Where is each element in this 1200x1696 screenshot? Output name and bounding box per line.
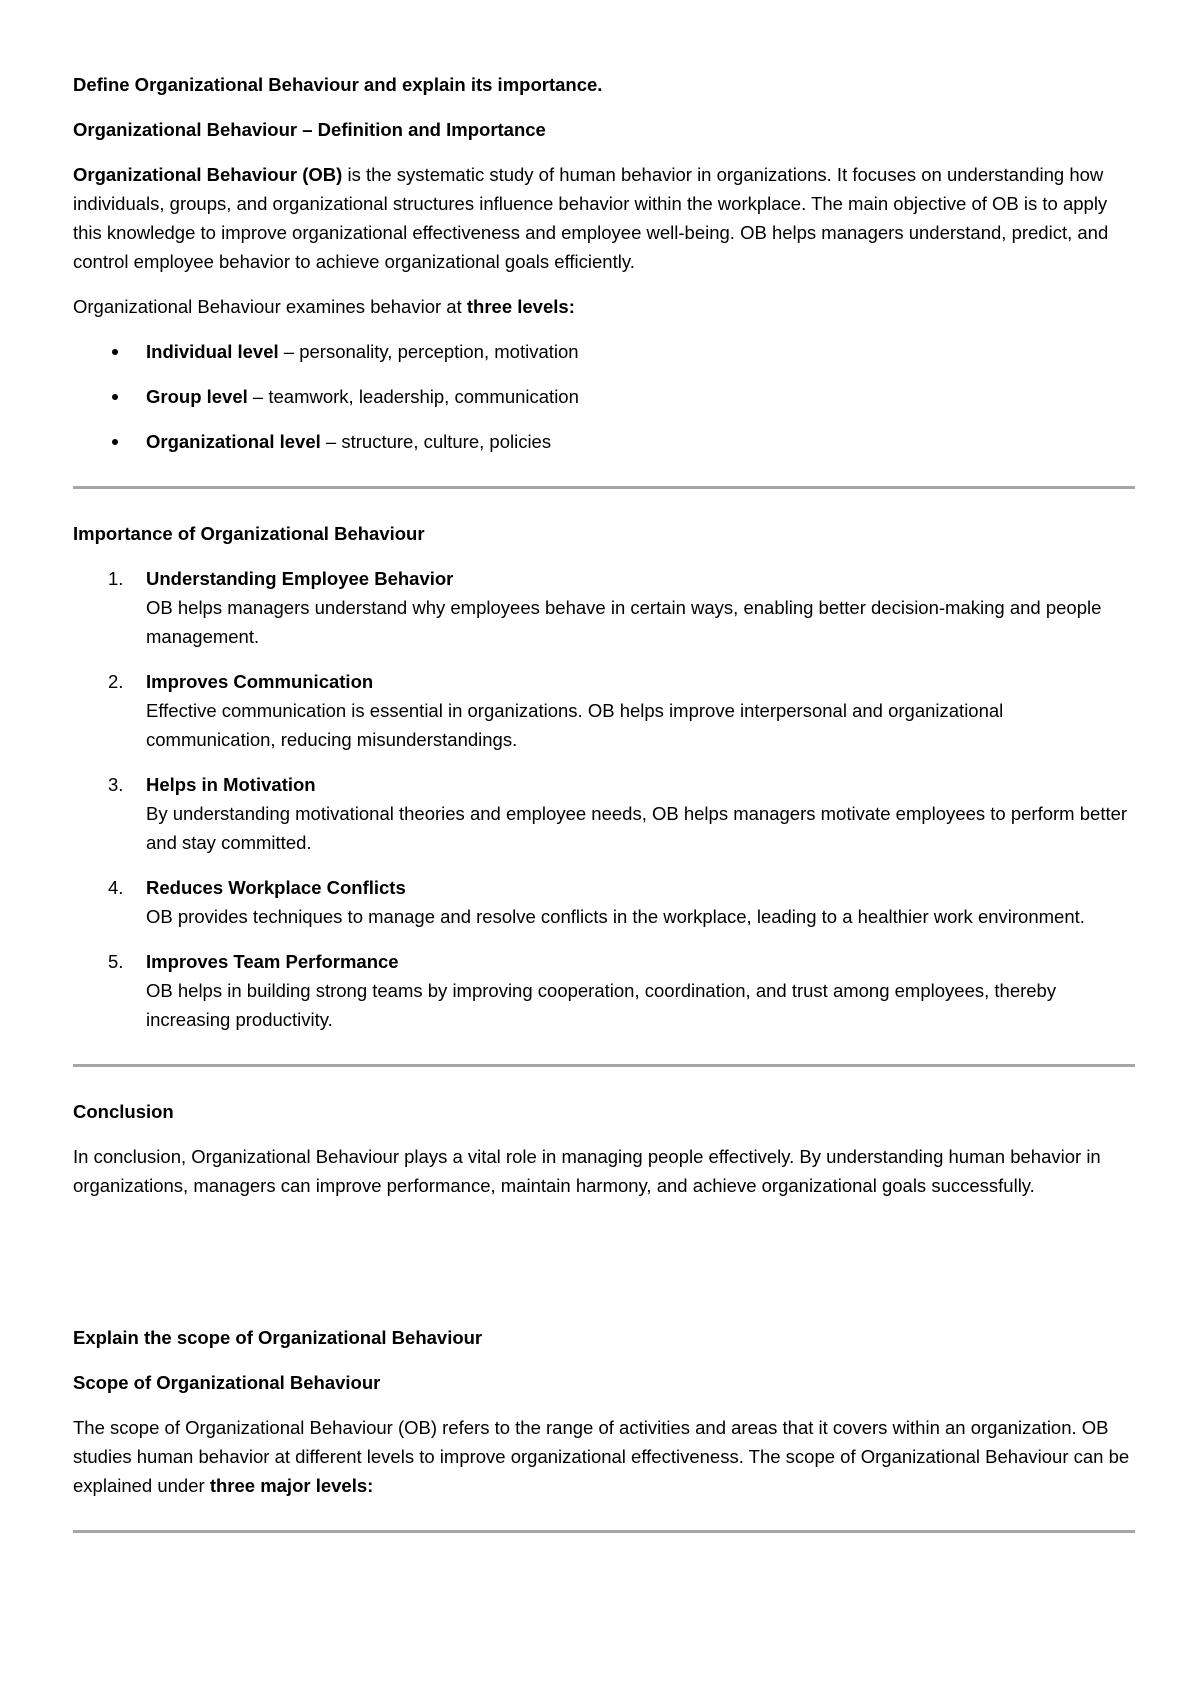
conclusion-title: Conclusion <box>73 1101 174 1122</box>
document-page <box>73 70 1135 1563</box>
section-spacer <box>73 1216 1135 1323</box>
item-text: OB helps managers understand why employees behave in certain ways, enabling better decision-making and people management. <box>146 597 1102 647</box>
importance-title: Importance of Organizational Behaviour <box>73 523 425 544</box>
bullet-icon <box>112 394 118 400</box>
list-item <box>73 947 1135 1034</box>
importance-list <box>73 564 1135 1034</box>
definition-paragraph <box>73 160 1135 276</box>
level-name: Group level <box>146 386 248 407</box>
item-title: Helps in Motivation <box>146 774 316 795</box>
item-number: 5. <box>108 951 124 972</box>
scope-paragraph <box>73 1413 1135 1500</box>
item-number: 4. <box>108 877 124 898</box>
section-title: Scope of Organizational Behaviour <box>73 1372 381 1393</box>
definition-text: is the systematic study of human behavior in organizations. It focuses on understanding how individuals, groups, and organizational structures influence behavior within the workplace. The main objective of OB is to apply this knowledge to improve organizational effectiveness and employee well-being. OB helps managers understand, predict, and control employee behavior to achieve organizational goals efficiently. <box>73 164 1109 272</box>
item-text: OB helps in building strong teams by improving cooperation, coordination, and trust among employees, thereby increasing productivity. <box>146 980 1057 1030</box>
levels-intro-paragraph <box>73 292 1135 321</box>
item-text: OB provides techniques to manage and resolve conflicts in the workplace, leading to a healthier work environment. <box>146 906 1085 927</box>
conclusion-paragraph: In conclusion, Organizational Behaviour plays a vital role in managing people effectively. By understanding human behavior in organizations, managers can improve performance, maintain harmony, and achieve organizational goals successfully. <box>73 1146 1101 1196</box>
bullet-icon <box>112 439 118 445</box>
level-desc: – personality, perception, motivation <box>278 341 579 362</box>
list-item <box>73 564 1135 651</box>
list-item <box>73 427 1135 456</box>
level-name: Individual level <box>146 341 279 362</box>
levels-intro-bold: three levels: <box>466 296 575 317</box>
bullet-icon <box>112 349 118 355</box>
list-item <box>73 667 1135 754</box>
item-text: By understanding motivational theories and employee needs, OB helps managers motivate employees to perform better and stay committed. <box>146 803 1128 853</box>
levels-intro-text: Organizational Behaviour examines behavior at <box>73 296 467 317</box>
horizontal-rule <box>73 1530 1135 1533</box>
list-item <box>73 382 1135 411</box>
item-number: 1. <box>108 568 124 589</box>
item-number: 3. <box>108 774 124 795</box>
level-desc: – teamwork, leadership, communication <box>247 386 579 407</box>
item-text: Effective communication is essential in organizations. OB helps improve interpersonal and organizational communication, reducing misunderstandings. <box>146 700 1004 750</box>
level-desc: – structure, culture, policies <box>320 431 552 452</box>
list-item <box>73 770 1135 857</box>
horizontal-rule <box>73 1064 1135 1067</box>
question-heading: Define Organizational Behaviour and explain its importance. <box>73 74 603 95</box>
levels-list <box>73 337 1135 456</box>
item-title: Improves Communication <box>146 671 374 692</box>
scope-bold: three major levels: <box>209 1475 374 1496</box>
item-number: 2. <box>108 671 124 692</box>
item-title: Reduces Workplace Conflicts <box>146 877 406 898</box>
section-title: Organizational Behaviour – Definition and Importance <box>73 119 546 140</box>
definition-term: Organizational Behaviour (OB) <box>73 164 343 185</box>
item-title: Improves Team Performance <box>146 951 399 972</box>
list-item <box>73 873 1135 931</box>
level-name: Organizational level <box>146 431 321 452</box>
scope-text: The scope of Organizational Behaviour (OB) refers to the range of activities and areas that it covers within an organization. OB studies human behavior at different levels to improve organizational effectiveness. The scope of Organizational Behaviour can be explained under <box>73 1417 1130 1496</box>
horizontal-rule <box>73 486 1135 489</box>
list-item <box>73 337 1135 366</box>
item-title: Understanding Employee Behavior <box>146 568 454 589</box>
question-heading: Explain the scope of Organizational Behaviour <box>73 1327 483 1348</box>
